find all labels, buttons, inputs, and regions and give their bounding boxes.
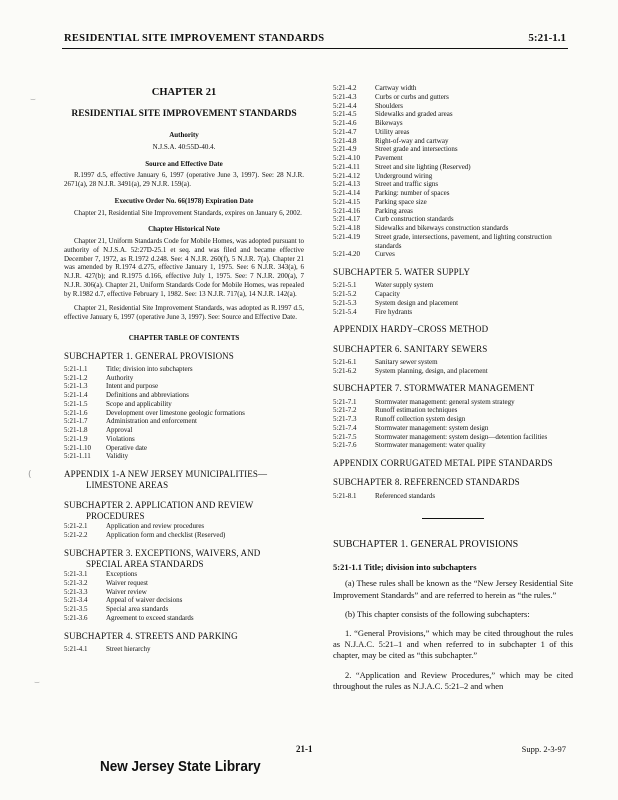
toc-entry-number: 5:21-8.1	[333, 491, 357, 500]
toc-entry-title: Parking: number of spaces	[375, 189, 450, 197]
library-stamp: New Jersey State Library	[100, 758, 261, 775]
toc-entry	[64, 417, 304, 426]
toc-entry-title: Application form and checklist (Reserved)	[106, 530, 226, 539]
toc-entry-number: 5:21-1.7	[64, 417, 88, 426]
toc-app1a-heading: APPENDIX 1-A NEW JERSEY MUNICIPALITIES—	[64, 469, 268, 479]
toc-entry-title: Parking areas	[375, 206, 413, 215]
toc-entry	[64, 391, 304, 400]
toc-entry	[333, 433, 573, 442]
chapter-number: CHAPTER 21	[151, 87, 217, 98]
toc-entry-title: Right-of-way and cartway	[375, 136, 449, 145]
toc-entry	[333, 281, 573, 290]
toc-sub4-list-left	[64, 645, 304, 654]
toc-entry-number: 5:21-1.9	[64, 434, 88, 443]
toc-entry	[333, 128, 573, 137]
toc-entry	[64, 588, 304, 597]
toc-entry-title: Appeal of waiver decisions	[106, 596, 183, 605]
left-column	[64, 86, 304, 654]
toc-entry-title: Street grade, intersections, pavement, and lighting construction standards	[375, 232, 552, 250]
toc-entry	[64, 435, 304, 444]
toc-entry-title: Street and site lighting (Reserved)	[375, 162, 471, 171]
toc-entry	[333, 110, 573, 119]
toc-entry	[333, 290, 573, 299]
supplement-date: Supp. 2-3-97	[521, 744, 566, 754]
toc-entry	[64, 365, 304, 374]
toc-entry	[64, 400, 304, 409]
toc-entry-title: Agreement to exceed standards	[106, 613, 194, 622]
toc-entry-title: Violations	[106, 434, 135, 443]
toc-entry-title: Stormwater management: general system strategy	[375, 397, 515, 406]
toc-entry-title: Curb construction standards	[375, 215, 454, 224]
toc-entry-title: System design and placement	[375, 298, 459, 307]
toc-sub6-list	[333, 358, 573, 376]
toc-entry-number: 5:21-2.2	[64, 530, 88, 539]
toc-entry-number: 5:21-1.1	[64, 364, 88, 373]
toc-entry	[64, 605, 304, 614]
toc-entry-number: 5:21-6.1	[333, 357, 357, 366]
historical-note-heading: Chapter Historical Note	[148, 225, 220, 234]
toc-entry-title: Validity	[106, 452, 129, 461]
toc-entry-number: 5:21-5.1	[333, 281, 357, 290]
toc-entry	[64, 531, 304, 540]
source-heading: Source and Effective Date	[145, 159, 223, 168]
toc-app-pipe-heading: APPENDIX CORRUGATED METAL PIPE STANDARDS	[333, 458, 553, 468]
toc-entry-number: 5:21-7.5	[333, 432, 357, 441]
toc-entry	[333, 424, 573, 433]
toc-entry	[333, 492, 573, 501]
toc-entry-number: 5:21-1.3	[64, 382, 88, 391]
toc-entry-title: Runoff collection system design	[375, 415, 466, 423]
toc-entry-title: Parking space size	[375, 197, 427, 206]
toc-sub7-heading: SUBCHAPTER 7. STORMWATER MANAGEMENT	[333, 383, 535, 394]
toc-entry-number: 5:21-4.11	[333, 162, 360, 171]
toc-entry	[333, 207, 573, 216]
toc-entry	[333, 102, 573, 111]
toc-entry-title: Referenced standards	[375, 491, 436, 500]
toc-entry-title: Definitions and abbreviations	[106, 391, 189, 399]
toc-entry-number: 5:21-7.1	[333, 397, 357, 406]
toc-entry	[64, 522, 304, 531]
toc-sub2-heading: SUBCHAPTER 2. APPLICATION AND REVIEW	[64, 499, 254, 510]
toc-entry-number: 5:21-4.19	[333, 232, 361, 241]
toc-entry-number: 5:21-4.7	[333, 127, 357, 136]
body-para-b: (b) This chapter consists of the following subchapters:	[345, 608, 530, 619]
toc-app-hardy-heading: APPENDIX HARDY–CROSS METHOD	[333, 324, 489, 335]
toc-entry-title: Bikeways	[375, 119, 403, 127]
toc-entry-title: Waiver request	[106, 578, 148, 587]
toc-entry-title: Special area standards	[106, 605, 169, 613]
toc-entry-title: Runoff estimation techniques	[375, 406, 458, 415]
toc-entry-number: 5:21-1.6	[64, 408, 88, 417]
toc-entry-title: Sanitary sewer system	[375, 357, 438, 366]
historical-note-p2: Chapter 21, Residential Site Improvement Standards, was adopted as R.1997 d.5, effective January 6, 1997 (operative June 3, 1997). See: Source and Effective Date.	[64, 304, 304, 321]
toc-entry	[64, 596, 304, 605]
toc-entry-title: Sidewalks and graded areas	[375, 110, 453, 119]
toc-sub3-heading-cont: SPECIAL AREA STANDARDS	[86, 558, 204, 569]
toc-entry	[333, 367, 573, 376]
historical-note-p1: Chapter 21, Uniform Standards Code for Mobile Homes, was adopted pursuant to authority of N.J.S.A. 52:27D-25.1 et seq. and was filed and became effective December 7, 1972, as R.1972 d.248. See: 4 N.J.R. 260(f), 5 N.J.R. 7(a). Chapter 21 was amended by R.1974 d.275, effective January 1, 1975. See: 6 N.J.R. 343(a), 6 N.J.R. 427(b); and R.1975 d.166, effective July 1, 1975. See: 7 N.J.R. 200(a), 7 N.J.R. 306(a). Chapter 21, Uniform Standards Code for Mobile Homes, was repealed by R.1982 d.7, effective February 1, 1982. See: 13 N.J.R. 717(a), 14 N.J.R. 142(a).	[64, 237, 304, 298]
toc-entry-number: 5:21-4.4	[333, 101, 357, 110]
toc-entry-title: Title; division into subchapters	[106, 364, 193, 373]
toc-entry	[333, 163, 573, 172]
toc-sub8-heading: SUBCHAPTER 8. REFERENCED STANDARDS	[333, 477, 520, 488]
toc-entry	[333, 154, 573, 163]
toc-heading: CHAPTER TABLE OF CONTENTS	[128, 333, 240, 342]
toc-entry-title: Scope and applicability	[106, 399, 172, 408]
toc-sub2-list	[64, 522, 304, 540]
toc-entry	[64, 426, 304, 435]
toc-entry-title: Curbs or curbs and gutters	[375, 92, 449, 101]
toc-entry-title: Authority	[106, 373, 134, 382]
toc-entry-number: 5:21-5.3	[333, 298, 357, 307]
toc-entry-number: 5:21-7.3	[333, 415, 357, 423]
toc-entry-number: 5:21-5.4	[333, 307, 357, 316]
toc-entry	[333, 84, 573, 93]
authority-text: N.J.S.A. 40:55D-40.4.	[152, 142, 216, 151]
running-header-section: 5:21-1.1	[528, 32, 566, 44]
toc-sub5-list	[333, 281, 573, 316]
toc-entry-title: Administration and enforcement	[106, 417, 197, 426]
toc-entry-title: Capacity	[375, 290, 400, 298]
toc-entry	[333, 215, 573, 224]
toc-entry-title: Curves	[375, 250, 395, 259]
toc-entry	[333, 119, 573, 128]
toc-entry-title: Sidewalks and bikeways construction standards	[375, 224, 509, 232]
toc-entry-number: 5:21-2.1	[64, 522, 88, 530]
section-divider	[422, 518, 484, 519]
toc-entry-number: 5:21-6.2	[333, 366, 357, 375]
toc-entry	[333, 233, 573, 251]
toc-entry-title: Operative date	[106, 443, 148, 452]
toc-entry-number: 5:21-4.15	[333, 197, 361, 206]
toc-entry	[64, 409, 304, 418]
toc-entry	[333, 93, 573, 102]
toc-entry-number: 5:21-7.4	[333, 423, 357, 432]
toc-entry-number: 5:21-1.10	[64, 443, 92, 452]
toc-entry-title: Stormwater management: system design	[375, 423, 489, 432]
toc-entry-number: 5:21-4.6	[333, 119, 357, 127]
toc-entry	[333, 180, 573, 189]
toc-entry	[333, 137, 573, 146]
toc-entry-number: 5:21-4.10	[333, 154, 361, 162]
toc-sub3-heading: SUBCHAPTER 3. EXCEPTIONS, WAIVERS, AND	[64, 547, 261, 558]
toc-entry-number: 5:21-1.2	[64, 373, 88, 382]
right-column	[333, 86, 573, 700]
toc-entry-number: 5:21-3.6	[64, 613, 88, 622]
chapter-name: RESIDENTIAL SITE IMPROVEMENT STANDARDS	[71, 109, 297, 120]
toc-entry-number: 5:21-4.5	[333, 110, 357, 119]
toc-entry-title: Stormwater management: water quality	[375, 441, 486, 450]
toc-entry-number: 5:21-4.2	[333, 84, 357, 92]
toc-entry	[333, 299, 573, 308]
toc-entry-title: Underground wiring	[375, 171, 433, 180]
toc-app1a-heading-cont: LIMESTONE AREAS	[86, 480, 169, 491]
toc-entry-number: 5:21-1.8	[64, 426, 88, 434]
toc-entry-title: Waiver review	[106, 587, 147, 596]
body-para-2: 2. “Application and Review Procedures,” which may be cited throughout the rules as N.J.A.C. 5:21–2 and when	[333, 669, 573, 691]
toc-entry	[333, 172, 573, 181]
toc-entry-title: Street and traffic signs	[375, 180, 439, 189]
toc-entry	[333, 308, 573, 317]
toc-entry-number: 5:21-3.1	[64, 570, 88, 578]
toc-entry-number: 5:21-4.14	[333, 189, 361, 197]
toc-entry-number: 5:21-1.4	[64, 391, 88, 399]
toc-sub4-heading: SUBCHAPTER 4. STREETS AND PARKING	[64, 630, 238, 641]
toc-entry	[333, 398, 573, 407]
toc-entry-title: Cartway width	[375, 84, 417, 92]
toc-entry-number: 5:21-4.3	[333, 92, 357, 101]
toc-entry-title: Street grade and intersections	[375, 145, 458, 154]
toc-entry	[333, 441, 573, 450]
toc-entry-number: 5:21-4.9	[333, 145, 357, 154]
scan-mark-bottom: ⌣	[34, 678, 40, 688]
toc-sub1-heading: SUBCHAPTER 1. GENERAL PROVISIONS	[64, 350, 234, 361]
body-para-a: (a) These rules shall be known as the “New Jersey Residential Site Improvement Standards” and are referred to herein as “the rules.”	[333, 578, 573, 600]
toc-entry-number: 5:21-7.6	[333, 441, 357, 450]
toc-sub6-heading: SUBCHAPTER 6. SANITARY SEWERS	[333, 343, 488, 354]
toc-sub4-list-right	[333, 84, 573, 259]
toc-entry	[64, 579, 304, 588]
toc-entry-title: Application and review procedures	[106, 522, 205, 530]
scan-mark-top: ⌣	[30, 95, 36, 105]
toc-entry-number: 5:21-4.13	[333, 180, 361, 189]
toc-entry	[333, 250, 573, 259]
toc-entry-number: 5:21-3.4	[64, 596, 88, 605]
toc-entry-number: 5:21-7.2	[333, 406, 357, 415]
toc-entry-title: Development over limestone geologic formations	[106, 408, 245, 417]
toc-sub1-list	[64, 365, 304, 461]
running-header-title: RESIDENTIAL SITE IMPROVEMENT STANDARDS	[64, 33, 325, 44]
toc-entry-title: Shoulders	[375, 101, 403, 110]
authority-heading: Authority	[169, 131, 199, 139]
header-rule	[62, 48, 568, 49]
toc-entry	[64, 570, 304, 579]
toc-entry	[64, 444, 304, 453]
scan-mark-middle: (	[28, 470, 32, 480]
toc-entry	[333, 224, 573, 233]
toc-entry-number: 5:21-4.12	[333, 171, 361, 180]
body-subchapter-heading: SUBCHAPTER 1. GENERAL PROVISIONS	[333, 539, 519, 551]
toc-entry-number: 5:21-4.1	[64, 644, 88, 653]
toc-sub5-heading: SUBCHAPTER 5. WATER SUPPLY	[333, 267, 471, 277]
toc-entry-title: Utility areas	[375, 127, 410, 136]
toc-entry-number: 5:21-3.5	[64, 605, 88, 613]
toc-sub7-list	[333, 398, 573, 451]
source-text: R.1997 d.5, effective January 6, 1997 (operative June 3, 1997). See: 28 N.J.R. 2671(a), 28 N.J.R. 3491(a), 29 N.J.R. 159(a).	[64, 171, 304, 188]
toc-sub3-list	[64, 570, 304, 623]
toc-entry	[64, 452, 304, 461]
toc-entry-title: Stormwater management: system design—detention facilities	[375, 432, 548, 441]
toc-entry-number: 5:21-4.18	[333, 224, 361, 232]
toc-entry	[333, 198, 573, 207]
toc-entry	[333, 415, 573, 424]
toc-entry-title: Intent and purpose	[106, 382, 159, 391]
toc-entry-title: Street hierarchy	[106, 644, 151, 653]
toc-entry-number: 5:21-3.2	[64, 578, 88, 587]
page-number: 21-1	[296, 744, 313, 754]
toc-entry-number: 5:21-4.8	[333, 136, 357, 145]
toc-entry-title: System planning, design, and placement	[375, 366, 488, 375]
toc-entry	[333, 189, 573, 198]
toc-entry	[333, 145, 573, 154]
toc-entry-number: 5:21-4.17	[333, 215, 361, 224]
toc-entry-number: 5:21-4.20	[333, 250, 361, 259]
toc-entry-number: 5:21-1.11	[64, 452, 91, 461]
toc-entry-title: Fire hydrants	[375, 307, 413, 316]
toc-entry	[333, 358, 573, 367]
exec-order-text: Chapter 21, Residential Site Improvement Standards, expires on January 6, 2002.	[74, 208, 302, 217]
toc-entry-number: 5:21-5.2	[333, 290, 357, 298]
toc-entry-title: Exceptions	[106, 570, 138, 578]
toc-entry	[64, 645, 304, 654]
toc-sub8-list	[333, 492, 573, 501]
toc-sub2-heading-cont: PROCEDURES	[86, 510, 145, 521]
toc-entry	[64, 374, 304, 383]
toc-entry-number: 5:21-4.16	[333, 206, 361, 215]
toc-entry-title: Approval	[106, 426, 133, 434]
body-section-title: 5:21-1.1 Title; division into subchapters	[333, 561, 477, 572]
body-para-1: 1. “General Provisions,” which may be cited throughout the rules as N.J.A.C. 5:21–1 and when referred to in subchapter 1 of this chapter, may be cited as “this subchapter.”	[333, 628, 573, 661]
toc-entry-title: Water supply system	[375, 281, 434, 290]
toc-entry	[333, 406, 573, 415]
toc-entry	[64, 382, 304, 391]
toc-entry	[64, 614, 304, 623]
toc-entry-number: 5:21-3.3	[64, 587, 88, 596]
toc-entry-title: Pavement	[375, 154, 403, 162]
toc-entry-number: 5:21-1.5	[64, 399, 88, 408]
exec-order-heading: Executive Order No. 66(1978) Expiration Date	[114, 196, 254, 205]
